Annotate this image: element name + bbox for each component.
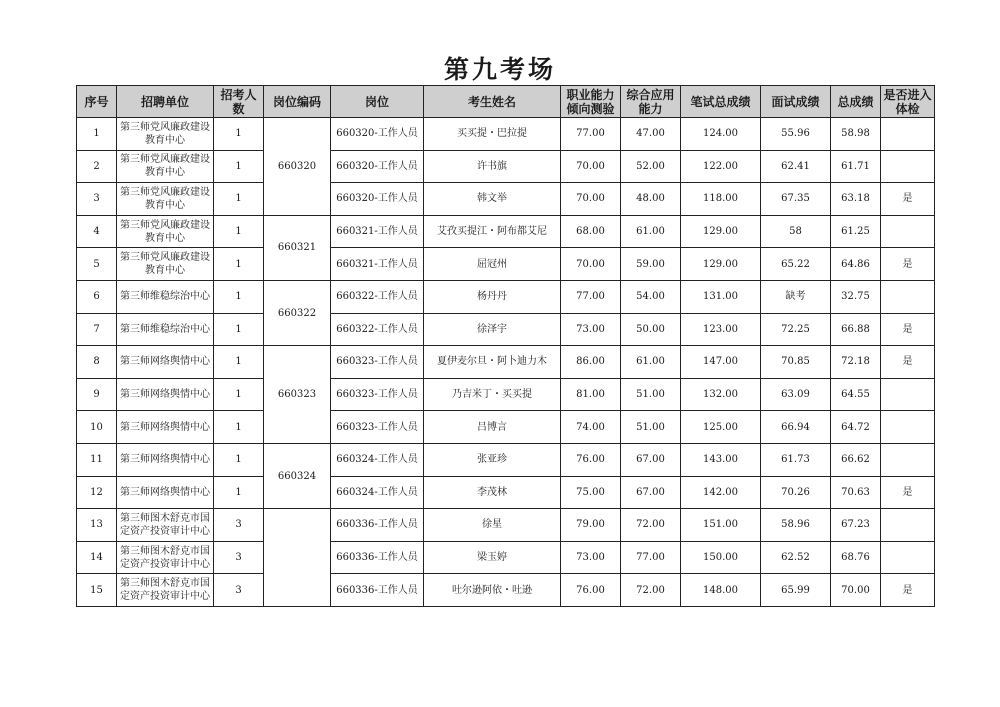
row-physical-exam — [881, 541, 935, 574]
row-no: 11 — [77, 443, 117, 476]
header-applied: 综合应用能力 — [621, 86, 681, 118]
table-row — [77, 183, 935, 216]
row-position: 660320-工作人员 — [331, 118, 424, 151]
row-interview: 67.35 — [761, 183, 831, 216]
row-interview: 58 — [761, 215, 831, 248]
row-name: 徐星 — [424, 509, 561, 542]
row-no: 10 — [77, 411, 117, 444]
row-interview: 65.99 — [761, 574, 831, 607]
table-row — [77, 509, 935, 542]
row-aptitude: 81.00 — [561, 378, 621, 411]
row-interview: 58.96 — [761, 509, 831, 542]
header-written-total: 笔试总成绩 — [681, 86, 761, 118]
row-total: 58.98 — [831, 118, 881, 151]
row-name: 许书旗 — [424, 150, 561, 183]
page-title: 第九考场 — [443, 55, 556, 84]
table-row — [77, 574, 935, 607]
row-total: 70.00 — [831, 574, 881, 607]
row-position: 660321-工作人员 — [331, 248, 424, 281]
row-physical-exam: 是 — [881, 346, 935, 379]
row-physical-exam: 是 — [881, 574, 935, 607]
row-written-total: 150.00 — [681, 541, 761, 574]
row-written-total: 132.00 — [681, 378, 761, 411]
row-total: 70.63 — [831, 476, 881, 509]
table-row — [77, 541, 935, 574]
row-physical-exam: 是 — [881, 248, 935, 281]
row-written-total: 123.00 — [681, 313, 761, 346]
table-row — [77, 443, 935, 476]
row-count: 1 — [214, 118, 264, 151]
table-row — [77, 118, 935, 151]
row-aptitude: 73.00 — [561, 541, 621, 574]
row-no: 8 — [77, 346, 117, 379]
row-count: 1 — [214, 183, 264, 216]
row-code: 660323 — [264, 346, 331, 444]
row-total: 66.88 — [831, 313, 881, 346]
row-no: 14 — [77, 541, 117, 574]
row-count: 1 — [214, 411, 264, 444]
row-count: 3 — [214, 574, 264, 607]
row-position: 660336-工作人员 — [331, 541, 424, 574]
row-applied: 52.00 — [621, 150, 681, 183]
table-body — [77, 118, 935, 607]
row-physical-exam: 是 — [881, 476, 935, 509]
results-table — [76, 85, 935, 607]
row-interview: 缺考 — [761, 280, 831, 313]
row-unit: 第三师图木舒克市国定资产投资审计中心 — [117, 574, 214, 607]
row-aptitude: 86.00 — [561, 346, 621, 379]
row-aptitude: 76.00 — [561, 574, 621, 607]
row-count: 1 — [214, 215, 264, 248]
row-total: 66.62 — [831, 443, 881, 476]
row-unit: 第三师党风廉政建设教育中心 — [117, 150, 214, 183]
row-name: 夏伊麦尔旦・阿卜迪力木 — [424, 346, 561, 379]
table-row — [77, 248, 935, 281]
row-name: 张亚珍 — [424, 443, 561, 476]
header-no: 序号 — [77, 86, 117, 118]
row-unit: 第三师党风廉政建设教育中心 — [117, 183, 214, 216]
row-aptitude: 74.00 — [561, 411, 621, 444]
row-position: 660320-工作人员 — [331, 150, 424, 183]
row-aptitude: 77.00 — [561, 280, 621, 313]
row-written-total: 142.00 — [681, 476, 761, 509]
row-position: 660322-工作人员 — [331, 313, 424, 346]
row-physical-exam: 是 — [881, 183, 935, 216]
row-written-total: 129.00 — [681, 248, 761, 281]
table-row — [77, 280, 935, 313]
row-position: 660336-工作人员 — [331, 574, 424, 607]
row-interview: 62.52 — [761, 541, 831, 574]
row-written-total: 122.00 — [681, 150, 761, 183]
row-name: 吕博言 — [424, 411, 561, 444]
row-unit: 第三师网络舆情中心 — [117, 443, 214, 476]
header-aptitude: 职业能力倾向测验 — [561, 86, 621, 118]
row-count: 1 — [214, 443, 264, 476]
row-written-total: 143.00 — [681, 443, 761, 476]
row-total: 68.76 — [831, 541, 881, 574]
header-interview: 面试成绩 — [761, 86, 831, 118]
row-physical-exam — [881, 443, 935, 476]
row-position: 660322-工作人员 — [331, 280, 424, 313]
header-total: 总成绩 — [831, 86, 881, 118]
row-total: 32.75 — [831, 280, 881, 313]
row-applied: 51.00 — [621, 378, 681, 411]
row-name: 李茂林 — [424, 476, 561, 509]
row-physical-exam — [881, 215, 935, 248]
row-position: 660336-工作人员 — [331, 509, 424, 542]
row-applied: 67.00 — [621, 476, 681, 509]
row-code: 660322 — [264, 280, 331, 345]
row-aptitude: 77.00 — [561, 118, 621, 151]
row-unit: 第三师党风廉政建设教育中心 — [117, 118, 214, 151]
table-row — [77, 411, 935, 444]
row-aptitude: 70.00 — [561, 183, 621, 216]
table-row — [77, 215, 935, 248]
row-count: 3 — [214, 509, 264, 542]
row-no: 4 — [77, 215, 117, 248]
row-name: 艾孜买提江・阿布都艾尼 — [424, 215, 561, 248]
row-written-total: 147.00 — [681, 346, 761, 379]
row-unit: 第三师网络舆情中心 — [117, 411, 214, 444]
header-physical-exam: 是否进入体检 — [881, 86, 935, 118]
row-aptitude: 79.00 — [561, 509, 621, 542]
row-physical-exam — [881, 509, 935, 542]
row-position: 660324-工作人员 — [331, 476, 424, 509]
row-no: 3 — [77, 183, 117, 216]
row-name: 乃吉米丁・买买提 — [424, 378, 561, 411]
row-applied: 48.00 — [621, 183, 681, 216]
header-count: 招考人数 — [214, 86, 264, 118]
row-physical-exam — [881, 150, 935, 183]
row-interview: 63.09 — [761, 378, 831, 411]
row-count: 1 — [214, 248, 264, 281]
row-interview: 65.22 — [761, 248, 831, 281]
row-aptitude: 68.00 — [561, 215, 621, 248]
row-applied: 51.00 — [621, 411, 681, 444]
row-name: 买买提・巴拉提 — [424, 118, 561, 151]
row-applied: 54.00 — [621, 280, 681, 313]
row-count: 1 — [214, 150, 264, 183]
row-physical-exam: 是 — [881, 313, 935, 346]
row-total: 61.71 — [831, 150, 881, 183]
row-interview: 70.85 — [761, 346, 831, 379]
row-unit: 第三师党风廉政建设教育中心 — [117, 248, 214, 281]
row-position: 660320-工作人员 — [331, 183, 424, 216]
row-count: 3 — [214, 541, 264, 574]
row-applied: 47.00 — [621, 118, 681, 151]
row-applied: 61.00 — [621, 215, 681, 248]
row-physical-exam — [881, 118, 935, 151]
row-unit: 第三师网络舆情中心 — [117, 476, 214, 509]
row-physical-exam — [881, 280, 935, 313]
row-position: 660324-工作人员 — [331, 443, 424, 476]
row-total: 64.86 — [831, 248, 881, 281]
row-no: 6 — [77, 280, 117, 313]
header-name: 考生姓名 — [424, 86, 561, 118]
header-code: 岗位编码 — [264, 86, 331, 118]
row-no: 5 — [77, 248, 117, 281]
row-position: 660323-工作人员 — [331, 346, 424, 379]
row-count: 1 — [214, 346, 264, 379]
row-applied: 59.00 — [621, 248, 681, 281]
row-no: 1 — [77, 118, 117, 151]
row-total: 63.18 — [831, 183, 881, 216]
row-no: 13 — [77, 509, 117, 542]
table-row — [77, 476, 935, 509]
row-count: 1 — [214, 280, 264, 313]
row-unit: 第三师维稳综治中心 — [117, 313, 214, 346]
row-no: 9 — [77, 378, 117, 411]
table-row — [77, 378, 935, 411]
row-count: 1 — [214, 476, 264, 509]
row-code: 660324 — [264, 443, 331, 508]
row-interview: 61.73 — [761, 443, 831, 476]
row-no: 15 — [77, 574, 117, 607]
row-name: 杨丹丹 — [424, 280, 561, 313]
row-applied: 50.00 — [621, 313, 681, 346]
row-total: 67.23 — [831, 509, 881, 542]
table-row — [77, 346, 935, 379]
row-unit: 第三师维稳综治中心 — [117, 280, 214, 313]
row-name: 梁玉婷 — [424, 541, 561, 574]
row-no: 12 — [77, 476, 117, 509]
row-physical-exam — [881, 378, 935, 411]
header-unit: 招聘单位 — [117, 86, 214, 118]
row-code: 660321 — [264, 215, 331, 280]
row-count: 1 — [214, 378, 264, 411]
row-written-total: 118.00 — [681, 183, 761, 216]
row-applied: 61.00 — [621, 346, 681, 379]
row-total: 72.18 — [831, 346, 881, 379]
row-written-total: 148.00 — [681, 574, 761, 607]
row-no: 7 — [77, 313, 117, 346]
row-total: 64.55 — [831, 378, 881, 411]
row-written-total: 129.00 — [681, 215, 761, 248]
row-aptitude: 76.00 — [561, 443, 621, 476]
row-written-total: 125.00 — [681, 411, 761, 444]
row-aptitude: 73.00 — [561, 313, 621, 346]
table-row — [77, 313, 935, 346]
row-name: 屈冠州 — [424, 248, 561, 281]
row-unit: 第三师网络舆情中心 — [117, 346, 214, 379]
row-interview: 70.26 — [761, 476, 831, 509]
row-interview: 66.94 — [761, 411, 831, 444]
row-total: 61.25 — [831, 215, 881, 248]
row-interview: 62.41 — [761, 150, 831, 183]
header-position: 岗位 — [331, 86, 424, 118]
row-code: 660320 — [264, 118, 331, 216]
row-aptitude: 70.00 — [561, 150, 621, 183]
row-physical-exam — [881, 411, 935, 444]
row-name: 吐尔逊阿依・吐逊 — [424, 574, 561, 607]
row-unit: 第三师网络舆情中心 — [117, 378, 214, 411]
row-applied: 67.00 — [621, 443, 681, 476]
row-count: 1 — [214, 313, 264, 346]
row-aptitude: 70.00 — [561, 248, 621, 281]
row-no: 2 — [77, 150, 117, 183]
row-code — [264, 509, 331, 607]
header-row — [77, 86, 935, 118]
row-aptitude: 75.00 — [561, 476, 621, 509]
row-interview: 72.25 — [761, 313, 831, 346]
row-total: 64.72 — [831, 411, 881, 444]
row-applied: 77.00 — [621, 541, 681, 574]
row-position: 660323-工作人员 — [331, 378, 424, 411]
row-unit: 第三师图木舒克市国定资产投资审计中心 — [117, 541, 214, 574]
row-applied: 72.00 — [621, 574, 681, 607]
row-applied: 72.00 — [621, 509, 681, 542]
table-row — [77, 150, 935, 183]
row-interview: 55.96 — [761, 118, 831, 151]
row-written-total: 124.00 — [681, 118, 761, 151]
row-name: 徐泽宇 — [424, 313, 561, 346]
row-unit: 第三师党风廉政建设教育中心 — [117, 215, 214, 248]
row-position: 660323-工作人员 — [331, 411, 424, 444]
row-unit: 第三师图木舒克市国定资产投资审计中心 — [117, 509, 214, 542]
row-name: 韩文举 — [424, 183, 561, 216]
row-position: 660321-工作人员 — [331, 215, 424, 248]
row-written-total: 151.00 — [681, 509, 761, 542]
row-written-total: 131.00 — [681, 280, 761, 313]
